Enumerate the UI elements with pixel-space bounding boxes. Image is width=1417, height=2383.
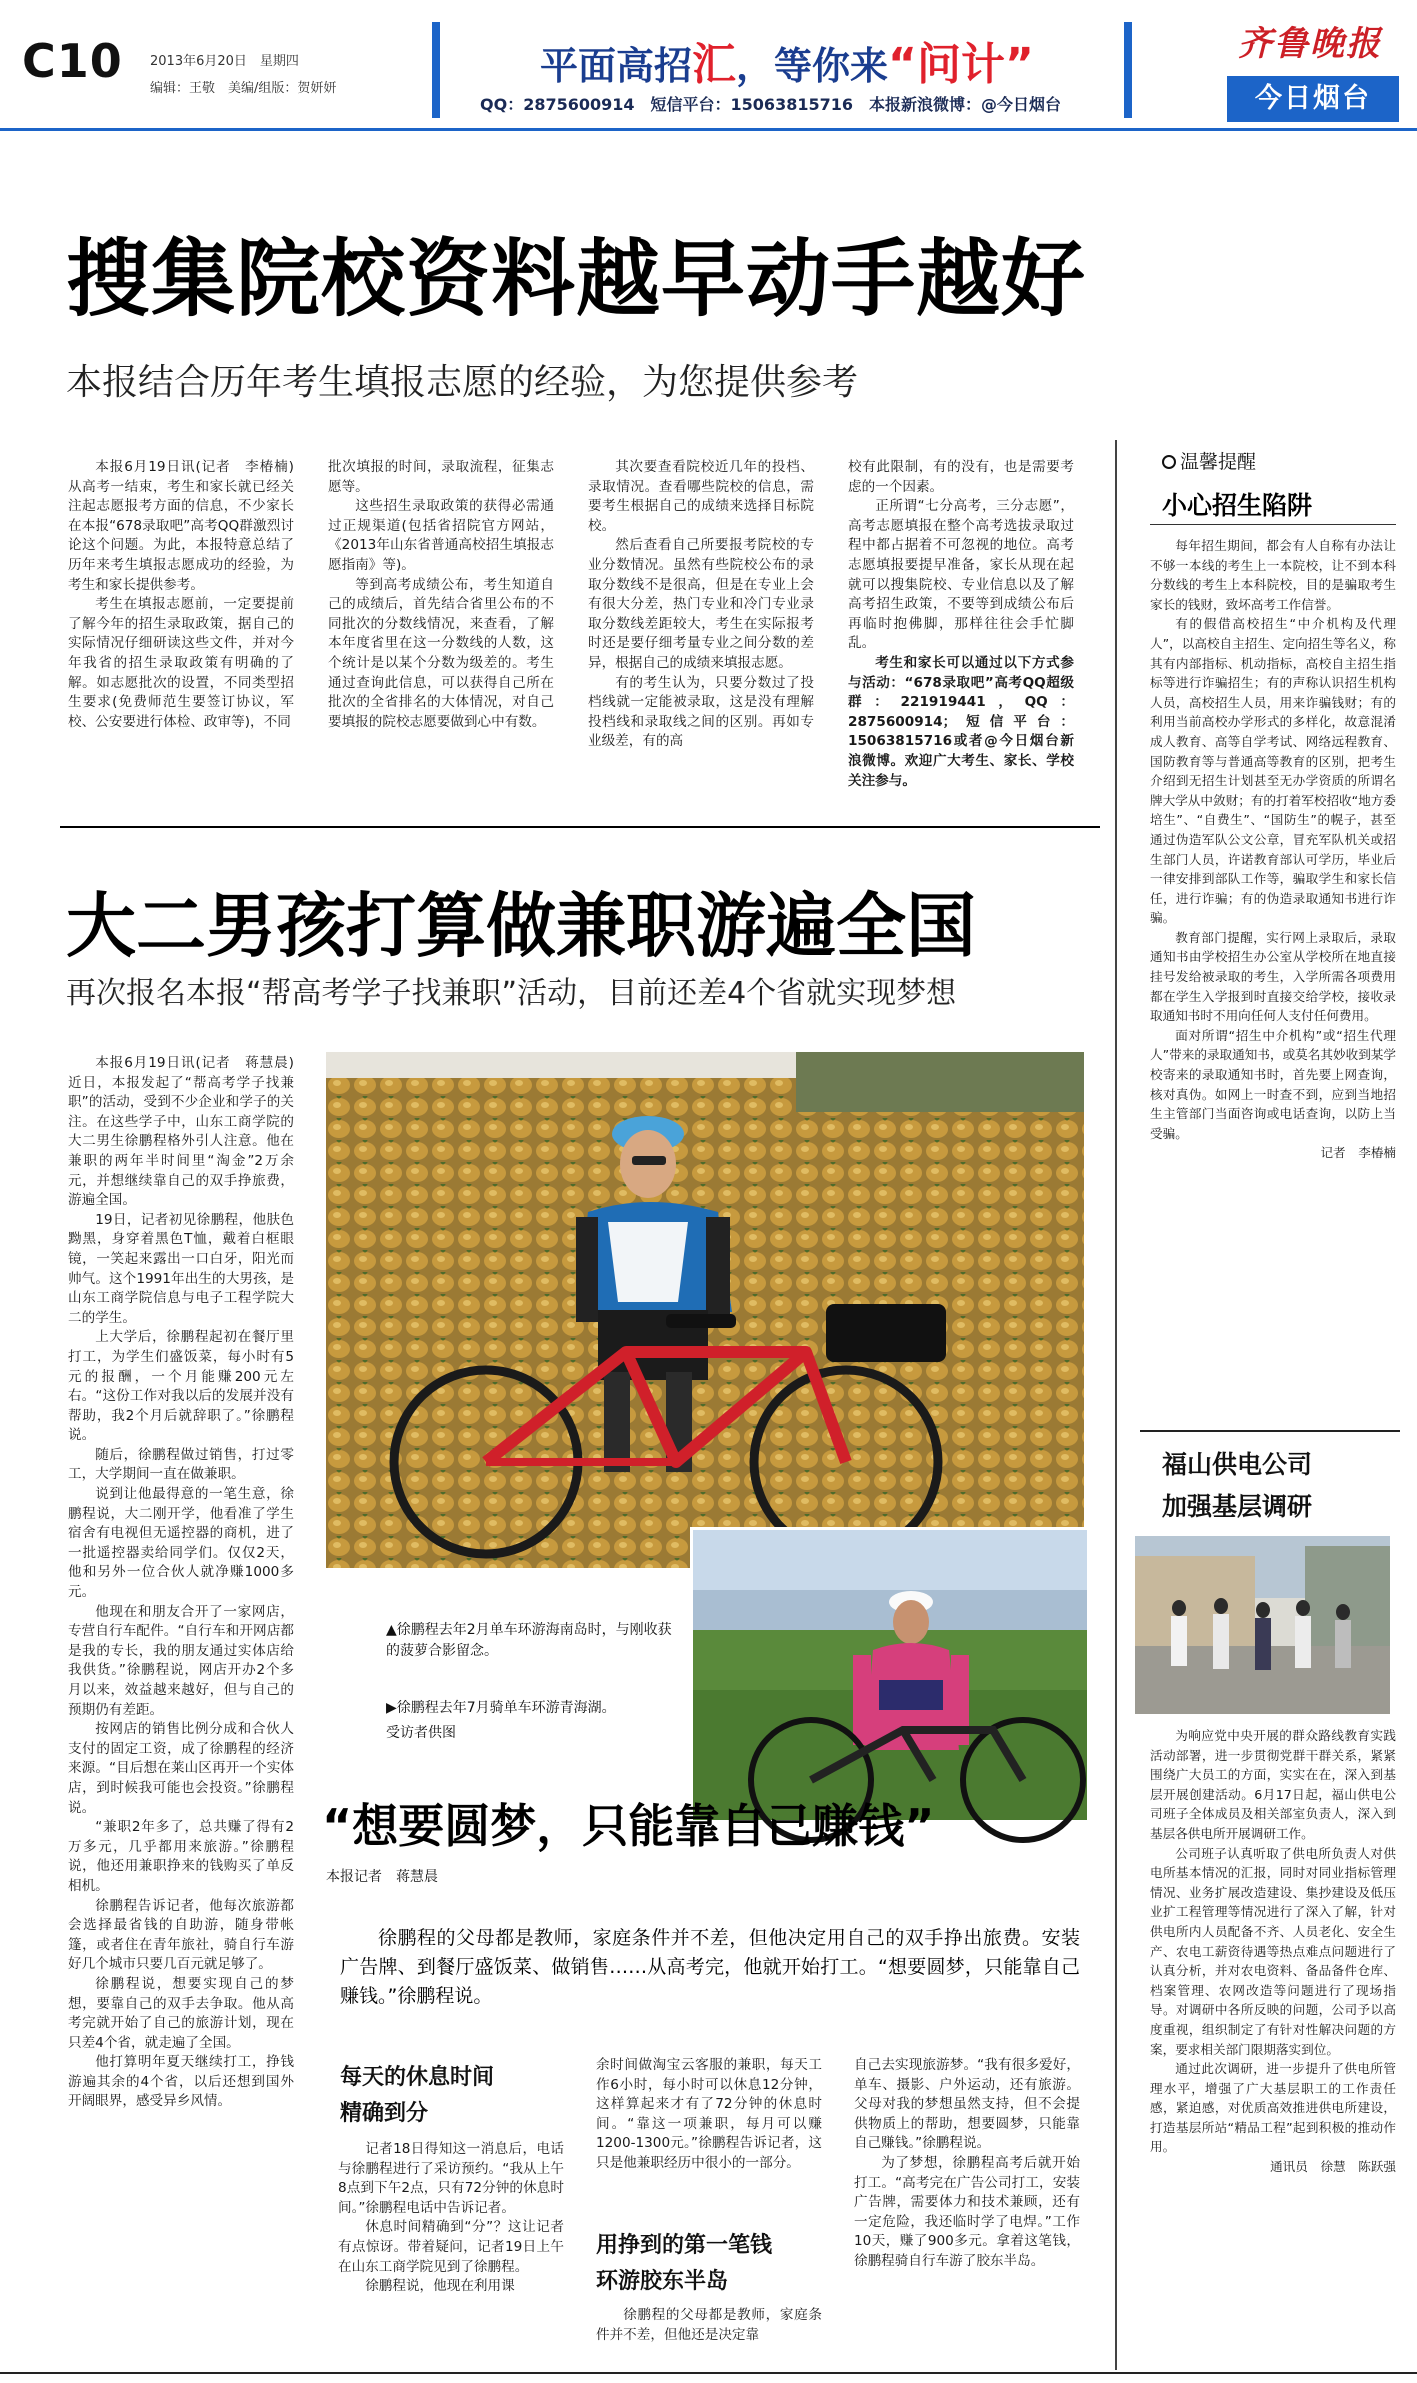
main-photo <box>326 1052 1084 1568</box>
page-number: C10 <box>22 34 123 88</box>
article2-headline: 大二男孩打算做兼职游遍全国 <box>66 885 976 967</box>
article1-col2: 批次填报的时间，录取流程，征集志愿等。 这些招生录取政策的获得必需通过正规渠道(包括省招院官方网站，《2013年山东省普通高校招生填报志愿指南》等)。 等到高考成绩公布，考生知道自己的成绩后，首先结合省里公布的不同批次的分数线情况，来查看，了解本年度省里在这一分数线的人数，这个统计是以某个分数为级差的。考生通过查询此信息，可以获得自己所在批次的全省排名的大体情况，对自己要填报的院校志愿要做到心中有数。 <box>328 459 554 730</box>
article1-headline: 搜集院校资料越早动手越好 <box>66 230 1087 328</box>
sidebar-tip-rule <box>1150 524 1396 525</box>
bottom-rule <box>0 2372 1417 2374</box>
photo-credit: 受访者供图 <box>386 1725 456 1741</box>
box2-title-b: 环游胶东半岛 <box>596 2269 729 2294</box>
header-rule <box>0 128 1417 131</box>
power-photo <box>1135 1536 1390 1714</box>
inset-photo <box>690 1527 1084 1817</box>
date-line: 2013年6月20日 星期四 <box>150 54 299 69</box>
box2-body: 余时间做淘宝云客服的兼职，每天工作6小时，每小时可以休息12分钟，这样算起来才有了72分钟的休息时间。“靠这一项兼职，每月可以赚1200-1300元。”徐鹏程告诉记者，这只是他兼职经历中很小的一部分。 <box>596 2057 822 2171</box>
box2-title-a: 用挣到的第一笔钱 <box>596 2233 773 2258</box>
power-body: 为响应党中央开展的群众路线教育实践活动部署，进一步贯彻党群干群关系，紧紧围绕广大员工的方面，实实在在，深入到基层开展创建活动。6月17日起，福山供电公司班子全体成员及相关部室负责人，深入到基层各供电所开展调研工作。 公司班子认真听取了供电所负责人对供电所基本情况的汇报，同时对同业指标管理情况、业务扩展改造建设、集抄建设及低压业扩工程管理等情况进行了深入了解，针对供电所内人员配备不齐、人员老化、安全生产、农电工薪资待遇等热点难点问题进行了认真分析，并对农电资料、备品备件仓库、档案管理、农网改造等问题进行了现场指导。对调研中各所反映的问题，公司予以高度重视，组织制定了有针对性解决问题的方案，要求相关部门限期落实到位。 通过此次调研，进一步提升了供电所管理水平，增强了广大基层职工的工作责任感，紧迫感，对优质高效推进供电所建设，打造基层所站“精品工程”起到积极的推动作用。 通讯员 徐慧 陈跃强 <box>1150 1728 1396 2175</box>
bell-icon <box>1162 455 1176 469</box>
box1-title-b: 精确到分 <box>340 2101 429 2126</box>
ad-contact: QQ：2875600914 短信平台：15063815716 本报新浪微博：@今日烟台 <box>480 95 1061 114</box>
sidebar-rule-2 <box>1140 1430 1400 1432</box>
ad-slogan: 平面高招汇，等你来“问计” <box>540 39 1034 90</box>
box3-body: 自己去实现旅游梦。“我有很多爱好，单车、摄影、户外运动，还有旅游。父母对我的梦想虽然支持，但不会提供物质上的帮助，想要圆梦，只能靠自己赚钱。”徐鹏程说。 为了梦想，徐鹏程高考后就开始打工。“高考完在广告公司打工，安装广告牌，需要体力和技术兼顾，还有一定危险，我还临时学了电焊。”工作10天，赚了900多元。拿着这笔钱，徐鹏程骑自行车游了胶东半岛。 <box>854 2057 1080 2269</box>
article1-divider <box>60 826 1100 828</box>
article2-subhead: 再次报名本报“帮高考学子找兼职”活动，目前还差4个省就实现梦想 <box>66 976 957 1011</box>
paper-logo: 齐鲁晚报 <box>1238 24 1382 64</box>
editor-line: 编辑：王敬 美编/组版：贺妍妍 <box>150 81 337 96</box>
article1-col4: 校有此限制，有的没有，也是需要考虑的一个因素。 正所谓“七分高考，三分志愿”，高考志愿填报在整个高考选拔录取过程中都占据着不可忽视的地位。高考志愿填报要提早准备，家长从现在起就可以搜集院校、专业信息以及了解高考招生政策，不要等到成绩公布后再临时抱佛脚，那样往往会手忙脚乱。 考生和家长可以通过以下方式参与活动：“678录取吧”高考QQ超级群：221919441，QQ：2875600914；短信平台：15063815716或者@今日烟台新浪微博。欢迎广大考生、家长、学校关注参与。 <box>848 459 1074 789</box>
sub-headline: “想要圆梦，只能靠自己赚钱” <box>322 1799 935 1853</box>
section-badge: 今日烟台 <box>1227 76 1399 122</box>
sidebar-tip-title: 小心招生陷阱 <box>1162 491 1313 520</box>
sidebar-tip-label: 温馨提醒 <box>1162 447 1256 474</box>
photo-caption-1: ▲徐鹏程去年2月单车环游海南岛时，与刚收获的菠萝合影留念。 <box>386 1622 672 1659</box>
sidebar-divider <box>1115 440 1117 2370</box>
article1-col1: 本报6月19日讯(记者 李椿楠) 从高考一结束，考生和家长就已经关注起志愿报考方面的信息，不少家长在本报“678录取吧”高考QQ群激烈讨论这个问题。为此，本报特意总结了历年来考生填报志愿成功的经验，为考生和家长提供参考。 考生在填报志愿前，一定要提前了解今年的招生录取政策，据自己的实际情况仔细研读这些文件，并对今年我省的招生录取政策有明确的了解。如志愿批次的设置，不同类型招生要求(免费师范生要签订协议，军校、公安要进行体检、政审等)，不同 <box>68 459 308 730</box>
box2-body-2: 徐鹏程的父母都是教师，家庭条件并不差，但他还是决定靠 <box>596 2307 822 2343</box>
power-title-2: 加强基层调研 <box>1162 1492 1313 1521</box>
article1-col3: 其次要查看院校近几年的投档、录取情况。查看哪些院校的信息，需要考生根据自己的成绩来选择目标院校。 然后查看自己所要报考院校的专业分数情况。虽然有些院校公布的录取分数线不是很高，但是在专业上会有很大分差，热门专业和冷门专业录取分数线差距较大，考生在实际报考时还是要仔细考量专业之间分数的差异，根据自己的成绩来填报志愿。 有的考生认为，只要分数过了投档线就一定能被录取，这是没有理解投档线和录取线之间的区别。再如专业级差，有的高 <box>588 459 814 750</box>
article1-subhead: 本报结合历年考生填报志愿的经验，为您提供参考 <box>66 362 859 403</box>
box1-title-a: 每天的休息时间 <box>340 2065 495 2090</box>
header-ad <box>432 22 1132 118</box>
sidebar-tip-body: 每年招生期间，都会有人自称有办法让不够一本线的考生上一本院校，让不到本科分数线的考生上本科院校，目的是骗取考生家长的钱财，致坏高考工作信誉。 有的假借高校招生“中介机构及代理人”，以高校自主招生、定向招生等名义，称其有内部指标、机动指标，高校自主招生指标等进行诈骗招生；有的声称认识招生机构人员，高校招生人员，用来诈骗钱财；有的利用当前高校办学形式的多样化，故意混淆成人教育、高等自学考试、网络远程教育、国防教育等与普通高等教育的区别，把考生介绍到无招生计划甚至无办学资质的所谓名牌大学从中敛财；有的打着军校招收“地方委培生”、“自费生”、“国防生”的幌子，甚至通过伪造军队公文公章，冒充军队机关或招生部门人员，许诺教育部认可学历，毕业后一律安排到部队工作等，骗取学生和家长信任，进行诈骗；有的伪造录取通知书进行诈骗。 教育部门提醒，实行网上录取后，录取通知书由学校招生办公室从学校所在地直接挂号发给被录取的考生，入学所需各项费用都在学生入学报到时直接交给学校，接收录取通知书时不用向任何人支付任何费用。 面对所谓“招生中介机构”或“招生代理人”带来的录取通知书，或莫名其妙收到某学校寄来的录取通知书时，首先要上网查询，核对真伪。如网上一时查不到，应到当地招生主管部门当面咨询或电话查询，以防上当受骗。 记者 李椿楠 <box>1150 538 1396 1161</box>
sub-byline: 本报记者 蒋慧晨 <box>326 1869 438 1885</box>
power-title-1: 福山供电公司 <box>1162 1450 1313 1479</box>
photo-caption-2: ▶徐鹏程去年7月骑单车环游青海湖。 <box>386 1700 616 1716</box>
lead-paragraph: 徐鹏程的父母都是教师，家庭条件并不差，但他决定用自己的双手挣出旅费。安装广告牌、到餐厅盛饭菜、做销售……从高考完，他就开始打工。“想要圆梦，只能靠自己赚钱。”徐鹏程说。 <box>340 1927 1080 2007</box>
box1-body: 记者18日得知这一消息后，电话与徐鹏程进行了采访预约。“我从上午8点到下午2点，只有72分钟的休息时间。”徐鹏程电话中告诉记者。 休息时间精确到“分”？这让记者有点惊讶。带着疑问，记者19日上午在山东工商学院见到了徐鹏程。 徐鹏程说，他现在利用课 <box>338 2141 564 2295</box>
article2-col1: 本报6月19日讯(记者 蒋慧晨) 近日，本报发起了“帮高考学子找兼职”的活动，受到不少企业和学子的关注。在这些学子中，山东工商学院的大二男生徐鹏程格外引人注意。他在兼职的两年半时间里“淘金”2万余元，并想继续靠自己的双手挣旅费，游遍全国。 19日，记者初见徐鹏程，他肤色黝黑，身穿着黑色T恤，戴着白框眼镜，一笑起来露出一口白牙，阳光而帅气。这个1991年出生的大男孩，是山东工商学院信息与电子工程学院大二的学生。 上大学后，徐鹏程起初在餐厅里打工，为学生们盛饭菜，每小时有5元的报酬，一个月能赚200元左右。“这份工作对我以后的发展并没有帮助，我2个月后就辞职了。”徐鹏程说。 随后，徐鹏程做过销售，打过零工，大学期间一直在做兼职。 说到让他最得意的一笔生意，徐鹏程说，大二刚开学，他看准了学生宿舍有电视但无遥控器的商机，进了一批遥控器卖给同学们。仅仅2天，他和另外一位合伙人就净赚1000多元。 他现在和朋友合开了一家网店，专营自行车配件。“自行车和开网店都是我的专长，我的朋友通过实体店给我供货。”徐鹏程说，网店开办2个多月以来，效益越来越好，但与自己的预期仍有差距。 按网店的销售比例分成和合伙人支付的固定工资，成了徐鹏程的经济来源。“目后想在莱山区再开一个实体店，到时候我可能也会投资。”徐鹏程说。 “兼职2年多了，总共赚了得有2万多元，几乎都用来旅游。”徐鹏程说，他还用兼职挣来的钱购买了单反相机。 徐鹏程告诉记者，他每次旅游都会选择最省钱的自助游，随身带帐篷，或者住在青年旅社，骑自行车游好几个城市只要几百元就足够了。 徐鹏程说，想要实现自己的梦想，要靠自己的双手去争取。他从高考完就开始了自己的旅游计划，现在只差4个省，就走遍了全国。 他打算明年夏天继续打工，挣钱游遍其余的4个省，以后还想到国外开阔眼界，感受异乡风情。 <box>68 1055 308 2110</box>
